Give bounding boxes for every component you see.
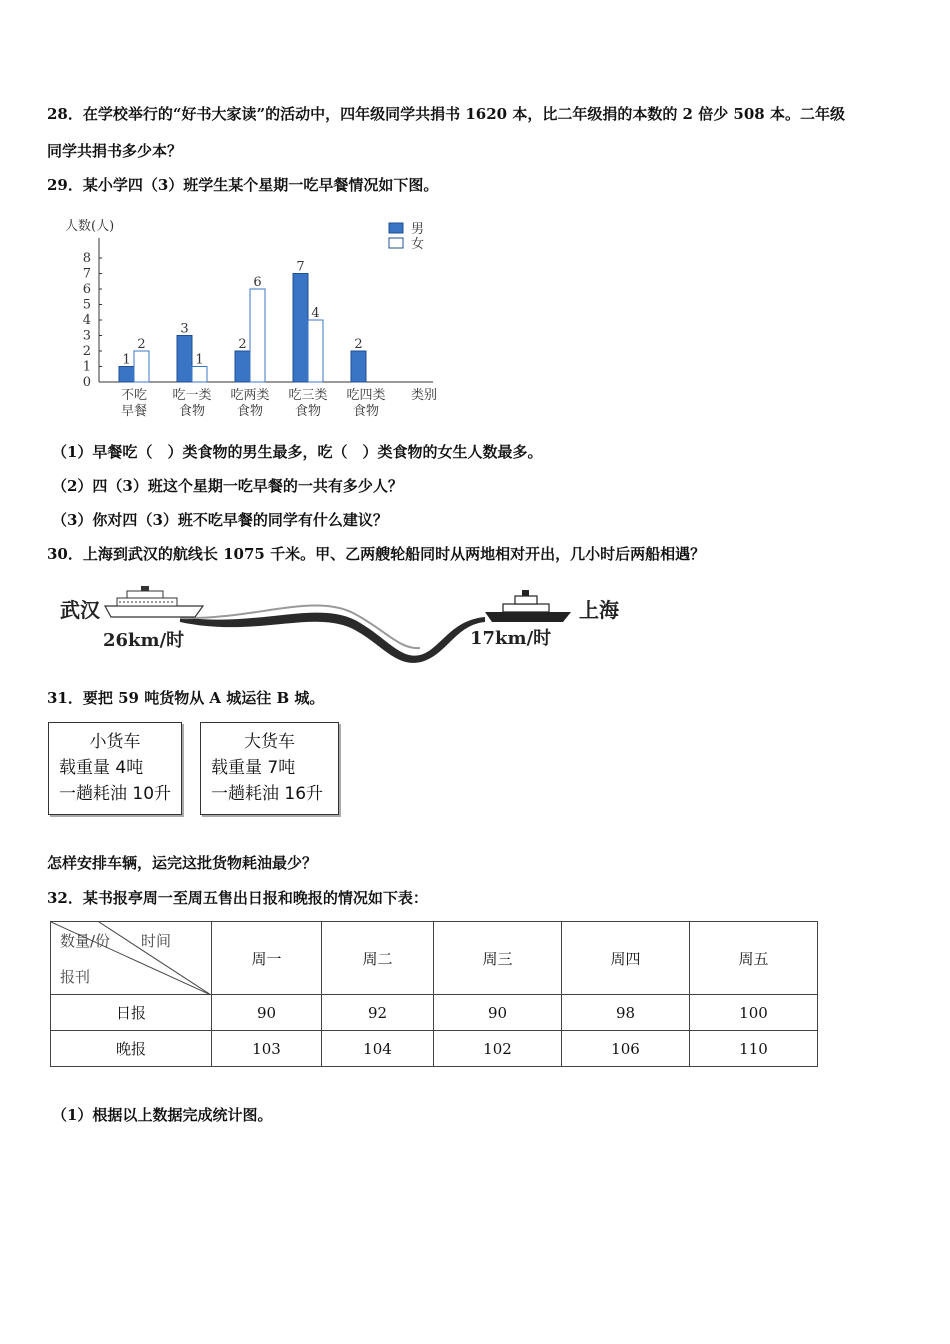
bar-value-label: 2 [238,337,247,352]
newspaper-table [50,921,818,1067]
header-day-2: 周二 [322,922,434,995]
q28-line1: 28．在学校举行的“好书大家读”的活动中，四年级同学共捐书 1620 本，比二年级捐的本数的 2 倍少 508 本。二年级 [47,105,845,123]
category-label: 食物 [294,404,322,419]
category-label: 不吃 [120,388,148,403]
large-truck-load: 载重量 7吨 [211,758,296,778]
table-cell: 98 [562,995,690,1031]
bar-value-label: 2 [137,337,146,352]
header-day-4: 周四 [562,922,690,995]
y-tick-label: 0 [82,375,91,390]
river [180,613,485,663]
left-ship-icon [105,586,203,617]
small-truck-fuel: 一趟耗油 10升 [59,784,172,804]
right-city: 上海 [579,598,619,622]
category-label: 食物 [178,404,206,419]
bar-male [119,367,134,383]
y-tick-label: 4 [82,313,91,328]
right-speed: 17km/时 [470,628,552,649]
q32-title: 32．某书报亭周一至周五售出日报和晚报的情况如下表： [47,889,428,907]
header-day-5: 周五 [690,922,818,995]
category-label: 吃两类 [230,388,270,403]
large-truck-name: 大货车 [244,732,295,752]
q29-sub3: （3）你对四（3）班不吃早餐的同学有什么建议？ [52,511,388,529]
header-day-1: 周一 [212,922,322,995]
breakfast-bar-chart [55,210,455,425]
q31-title: 31．要把 59 吨货物从 A 城运往 B 城。 [47,689,325,707]
corner-quantity: 数量/份 [60,932,111,950]
legend-label: 男 [411,222,425,237]
corner-time: 时间 [141,932,172,950]
legend [389,222,424,252]
y-axis-label: 人数(人) [65,219,115,234]
bar-value-label: 1 [195,352,204,368]
category-label: 食物 [236,404,264,419]
q31-question: 怎样安排车辆，运完这批货物耗油最少？ [47,854,318,872]
table-cell: 92 [322,995,434,1031]
bar-value-label: 7 [296,259,305,275]
small-truck-load: 载重量 4吨 [59,758,144,778]
bar-value-label: 3 [180,321,189,337]
bar-female [192,367,207,383]
category-label: 吃一类 [172,388,212,403]
bar-value-label: 2 [354,337,363,352]
table-cell: 100 [690,995,818,1031]
large-truck-fuel: 一趟耗油 16升 [211,784,324,804]
bar-male [293,274,308,383]
table-cell: 90 [212,995,322,1031]
table-row [51,1031,818,1067]
category-label: 早餐 [120,404,148,419]
row-label: 日报 [51,995,212,1031]
legend-swatch [389,238,403,248]
category-label: 吃三类 [288,388,328,403]
table-cell: 110 [690,1031,818,1067]
y-tick-label: 5 [82,297,91,313]
left-speed: 26km/时 [103,630,185,651]
bar-male [235,351,250,382]
bar-value-label: 1 [122,352,131,368]
q28-line2: 同学共捐书多少本？ [47,142,183,160]
bar-value-label: 6 [253,275,262,290]
bar-female [308,320,323,382]
category-label: 吃四类 [346,388,386,403]
small-truck-name: 小货车 [89,732,141,752]
y-tick-label: 3 [82,328,91,344]
table-cell: 102 [434,1031,562,1067]
y-tick-label: 8 [82,251,91,266]
row-label: 晚报 [51,1031,212,1067]
table-cell: 106 [562,1031,690,1067]
left-city: 武汉 [60,598,100,622]
x-axis-label: 类别 [411,388,438,403]
table-cell: 103 [212,1031,322,1067]
table-cell: 104 [322,1031,434,1067]
y-tick-label: 6 [82,282,91,297]
corner-paper: 报刊 [60,968,91,986]
header-day-3: 周三 [434,922,562,995]
legend-swatch [389,223,403,233]
table-corner-cell [51,922,212,995]
table-cell: 90 [434,995,562,1031]
legend-label: 女 [411,237,425,252]
q32-sub1: （1）根据以上数据完成统计图。 [52,1106,273,1124]
small-truck-card [48,722,182,815]
bar-male [177,336,192,383]
table-row [51,995,818,1031]
q30-title: 30．上海到武汉的航线长 1075 千米。甲、乙两艘轮船同时从两地相对开出，几小时后两船相遇？ [47,545,706,563]
y-tick-label: 7 [82,266,91,282]
q29-title: 29．某小学四（3）班学生某个星期一吃早餐情况如下图。 [47,176,439,194]
large-truck-card [200,722,339,815]
bar-male [351,351,366,382]
bar-value-label: 4 [311,306,320,321]
y-tick-label: 1 [82,359,91,375]
q29-sub1: （1）早餐吃（ ）类食物的男生最多，吃（ ）类食物的女生人数最多。 [52,443,543,461]
y-tick-label: 2 [82,344,91,359]
bar-female [134,351,149,382]
q29-sub2: （2）四（3）班这个星期一吃早餐的一共有多少人？ [52,477,403,495]
right-ship-icon [485,590,571,622]
river-diagram [55,580,635,665]
category-label: 食物 [352,404,380,419]
bar-female [250,289,265,382]
